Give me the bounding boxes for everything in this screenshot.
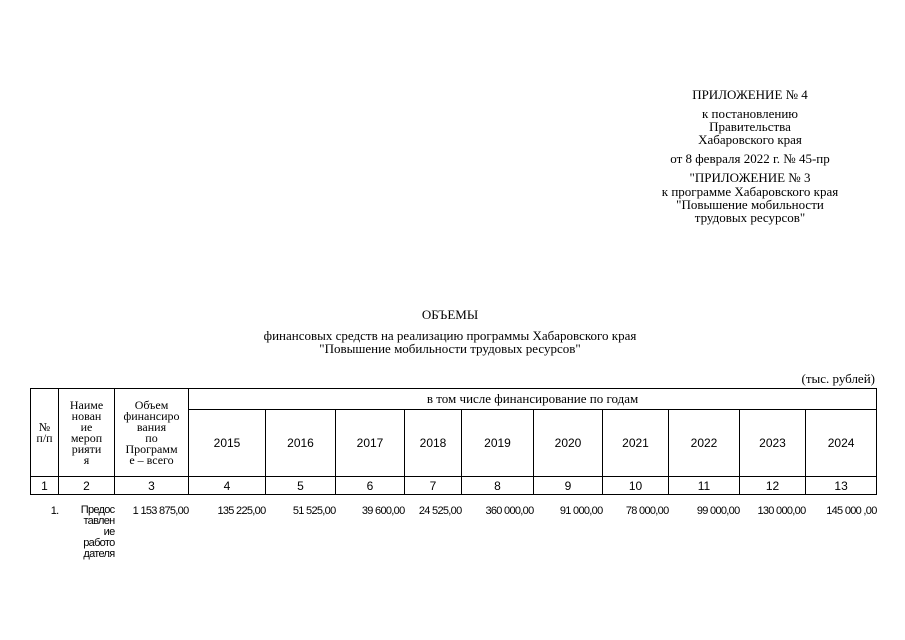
header-year: 2016 xyxy=(266,410,336,477)
column-number: 4 xyxy=(189,477,266,495)
row-year-value: 51 525,00 xyxy=(292,505,336,517)
header-total-volume: Объем финансиро вания по Программ е – всего xyxy=(115,389,189,477)
row-index: 1. xyxy=(50,505,59,517)
document-subtitle: "Повышение мобильности трудовых ресурсов" xyxy=(319,341,581,356)
column-number: 11 xyxy=(669,477,740,495)
row-year-value: 145 000 ,00 xyxy=(826,505,877,517)
program-line: к программе Хабаровского края xyxy=(661,184,839,199)
program-line: "Повышение мобильности xyxy=(676,197,824,212)
column-number: 7 xyxy=(405,477,462,495)
appendix-label: ПРИЛОЖЕНИЕ № 4 xyxy=(692,87,808,102)
funding-table xyxy=(30,388,877,560)
row-activity-name: Предос тавлен ие работо дателя xyxy=(80,504,115,560)
resolution-ref xyxy=(620,107,880,146)
header-year: 2023 xyxy=(740,410,806,477)
resolution-line: к постановлению xyxy=(701,106,799,121)
header-year: 2021 xyxy=(603,410,669,477)
column-number: 1 xyxy=(31,477,59,495)
header-years-span: в том числе финансирование по годам xyxy=(189,389,877,410)
row-year-value: 24 525,00 xyxy=(418,505,462,517)
column-number: 2 xyxy=(59,477,115,495)
column-number-row xyxy=(31,477,877,495)
document-title: ОБЪЕМЫ xyxy=(421,307,479,322)
row-year-value: 130 000,00 xyxy=(757,505,806,517)
header-year: 2024 xyxy=(806,410,877,477)
column-number: 10 xyxy=(603,477,669,495)
row-year-value: 99 000,00 xyxy=(696,505,740,517)
appendix-3-label: "ПРИЛОЖЕНИЕ № 3 xyxy=(689,170,811,185)
header-year: 2022 xyxy=(669,410,740,477)
column-number: 13 xyxy=(806,477,877,495)
column-number: 6 xyxy=(336,477,405,495)
resolution-line: Хабаровского края xyxy=(698,132,802,147)
header-activity-name: Наиме нован ие мероп рияти я xyxy=(59,389,115,477)
row-total: 1 153 875,00 xyxy=(132,505,189,517)
document-heading xyxy=(150,308,750,355)
program-ref xyxy=(620,185,880,224)
header-year: 2017 xyxy=(336,410,405,477)
program-line: трудовых ресурсов" xyxy=(694,210,806,225)
resolution-date: от 8 февраля 2022 г. № 45-пр xyxy=(670,151,830,166)
approval-block xyxy=(620,88,880,230)
header-year: 2018 xyxy=(405,410,462,477)
header-year: 2019 xyxy=(462,410,534,477)
row-year-value: 91 000,00 xyxy=(559,505,603,517)
header-number: № п/п xyxy=(31,389,59,477)
column-number: 8 xyxy=(462,477,534,495)
table-row xyxy=(31,505,877,560)
row-year-value: 360 000,00 xyxy=(485,505,534,517)
row-year-value: 39 600,00 xyxy=(361,505,405,517)
column-number: 12 xyxy=(740,477,806,495)
header-year: 2015 xyxy=(189,410,266,477)
table-header-row xyxy=(31,389,877,410)
row-year-value: 135 225,00 xyxy=(217,505,266,517)
column-number: 3 xyxy=(115,477,189,495)
column-number: 9 xyxy=(534,477,603,495)
column-number: 5 xyxy=(266,477,336,495)
units-label: (тыс. рублей) xyxy=(801,371,875,386)
header-year: 2020 xyxy=(534,410,603,477)
document-subtitle: финансовых средств на реализацию программы Хабаровского края xyxy=(263,328,637,343)
resolution-line: Правительства xyxy=(709,119,791,134)
row-year-value: 78 000,00 xyxy=(625,505,669,517)
